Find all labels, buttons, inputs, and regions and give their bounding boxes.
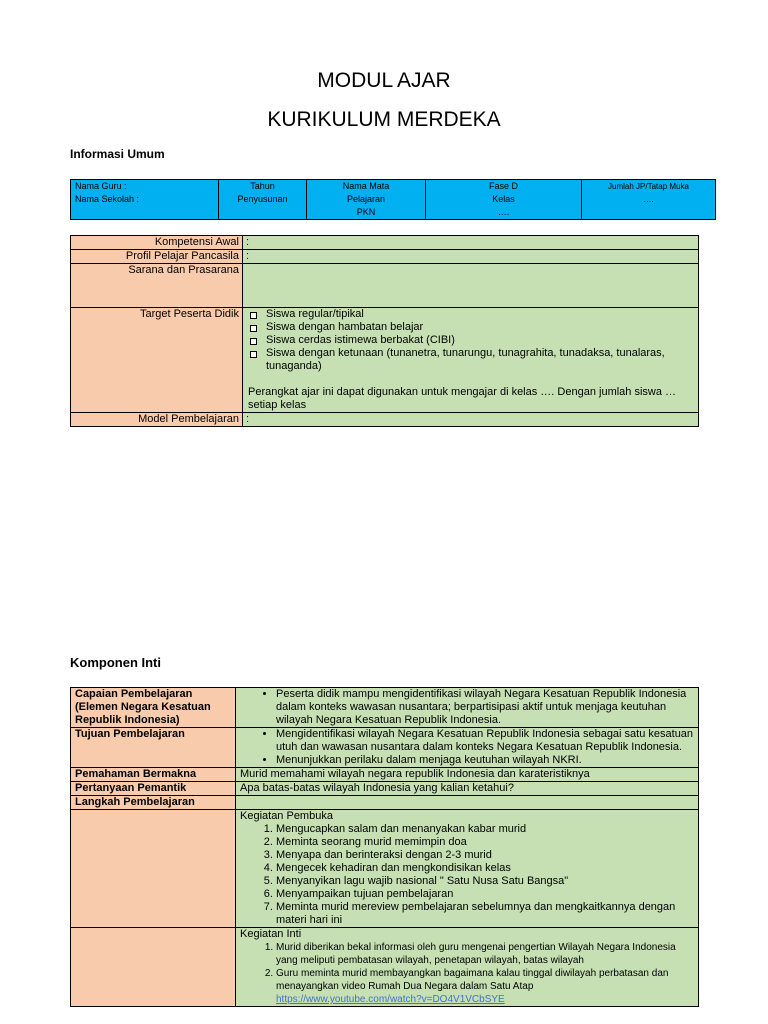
kegiatan-inti-label-cell — [71, 928, 236, 1007]
fase-label: Fase D — [488, 181, 518, 191]
info-detail-table — [70, 235, 699, 427]
list-item: 2. Meminta seorang murid memimpin doa — [276, 836, 694, 849]
list-item: Siswa dengan hambatan belajar — [248, 321, 695, 334]
row-tujuan — [71, 728, 699, 768]
kelas-label: Kelas — [492, 194, 515, 204]
list-item — [276, 967, 694, 1006]
capaian-label: Capaian Pembelajaran (Elemen Negara Kesatuan Republik Indonesia) — [71, 688, 236, 728]
capaian-value — [236, 688, 699, 728]
nama-sekolah-label: Nama Sekolah : — [75, 194, 140, 204]
target-list — [246, 308, 695, 373]
nama-guru-label: Nama Guru : — [75, 181, 127, 191]
kegiatan-pembuka-value — [236, 810, 699, 928]
list-item: • Peserta didik mampu mengidentifikasi wilayah Negara Kesatuan Republik Indonesia dalam konteks wawasan nusantara; berpartisipasi aktif untuk menjaga keutuhan wilayah Negara Kesatuan Republik Indonesia. — [276, 688, 694, 727]
list-item: 3. Menyapa dan berinteraksi dengan 2-3 murid — [276, 849, 694, 862]
list-item: Siswa cerdas istimewa berbakat (CIBI) — [248, 334, 695, 347]
row-langkah — [71, 796, 699, 810]
kegiatan-inti-title: Kegiatan Inti — [240, 928, 302, 940]
tujuan-label: Tujuan Pembelajaran — [71, 728, 236, 768]
kegiatan-pembuka-label-cell — [71, 810, 236, 928]
row-target-peserta — [71, 308, 699, 413]
cell-mata-pelajaran — [307, 180, 426, 220]
list-item: 6. Menyampaikan tujuan pembelajaran — [276, 888, 694, 901]
tahun-label: Tahun — [250, 181, 275, 191]
list-item: 4. Mengecek kehadiran dan mengkondisikan kelas — [276, 862, 694, 875]
list-item-text: Guru meminta murid membayangkan bagaimana kalau tinggal diwilayah perbatasan dan menayangkan video Rumah Dua Negara dalam Satu Atap — [276, 968, 669, 992]
document-title-line2: KURIKULUM MERDEKA — [267, 108, 501, 131]
kegiatan-inti-value — [236, 928, 699, 1007]
target-note: Perangkat ajar ini dapat digunakan untuk mengajar di kelas …. Dengan jumlah siswa … setiap kelas — [248, 386, 677, 411]
capaian-list — [240, 688, 694, 727]
cell-guru-sekolah — [71, 180, 219, 220]
cell-jumlah-jp — [582, 180, 716, 220]
list-item: 7. Meminta murid mereview pembelajaran sebelumnya dan mengkaitkannya dengan materi hari ini — [276, 901, 694, 927]
row-capaian — [71, 688, 699, 728]
cell-fase-kelas — [426, 180, 582, 220]
pemahaman-value: Murid memahami wilayah negara republik Indonesia dan karateristiknya — [236, 768, 699, 782]
kompetensi-awal-label: Kompetensi Awal — [71, 236, 243, 250]
pertanyaan-label: Pertanyaan Pemantik — [71, 782, 236, 796]
list-item: • Menunjukkan perilaku dalam menjaga keutuhan wilayah NKRI. — [276, 754, 694, 767]
kegiatan-pembuka-title: Kegiatan Pembuka — [240, 810, 333, 822]
tujuan-list — [240, 728, 694, 767]
list-item: 5. Menyanyikan lagu wajib nasional " Satu Nusa Satu Bangsa" — [276, 875, 694, 888]
komponen-inti-table — [70, 687, 699, 1007]
pertanyaan-value: Apa batas-batas wilayah Indonesia yang kalian ketahui? — [236, 782, 699, 796]
cell-tahun-penyusunan — [219, 180, 307, 220]
jumlah-jp-label: Jumlah JP/Tatap Muka — [608, 182, 689, 191]
list-item: 1. Mengucapkan salam dan menanyakan kabar murid — [276, 823, 694, 836]
row-kegiatan-inti — [71, 928, 699, 1007]
list-item: Siswa dengan ketunaan (tunanetra, tunarungu, tunagrahita, tunadaksa, tunalaras, tunaganda) — [248, 347, 695, 373]
pelajaran-label: Pelajaran — [346, 194, 386, 204]
row-kegiatan-pembuka — [71, 810, 699, 928]
document-title-line1: MODUL AJAR — [317, 69, 451, 92]
penyusunan-label: Penyusunan — [237, 194, 288, 204]
row-model — [71, 413, 699, 427]
kegiatan-inti-list — [240, 941, 694, 1006]
profil-pelajar-label: Profil Pelajar Pancasila — [71, 250, 243, 264]
langkah-label: Langkah Pembelajaran — [71, 796, 236, 810]
jumlah-jp-value: …. — [643, 195, 654, 204]
model-value: : — [243, 413, 699, 427]
profil-pelajar-value: : — [243, 250, 699, 264]
youtube-video-link[interactable]: https://www.youtube.com/watch?v=DO4V1VCbSYE — [276, 994, 505, 1005]
general-info-table — [70, 179, 716, 220]
row-kompetensi-awal — [71, 236, 699, 250]
kegiatan-pembuka-list — [240, 823, 694, 927]
section-heading-komponen-inti: Komponen Inti — [70, 655, 161, 670]
list-item: 1. Murid diberikan bekal informasi oleh guru mengenai pengertian Wilayah Negara Indonesia yang meliputi pembatasan wilayah, penetapan wilayah, batas wilayah — [276, 941, 694, 967]
sarana-label: Sarana dan Prasarana — [71, 264, 243, 308]
tujuan-value — [236, 728, 699, 768]
kompetensi-awal-value: : — [243, 236, 699, 250]
target-peserta-value — [243, 308, 699, 413]
model-label: Model Pembelajaran — [71, 413, 243, 427]
kelas-value: …. — [497, 207, 510, 217]
row-pemahaman — [71, 768, 699, 782]
sarana-value — [243, 264, 699, 308]
pkn-value: PKN — [356, 207, 376, 217]
row-pertanyaan — [71, 782, 699, 796]
nama-mata-label: Nama Mata — [342, 181, 390, 191]
langkah-value — [236, 796, 699, 810]
target-peserta-label: Target Peserta Didik — [71, 308, 243, 413]
row-sarana — [71, 264, 699, 308]
list-item: Siswa regular/tipikal — [248, 308, 695, 321]
section-heading-informasi-umum: Informasi Umum — [70, 147, 165, 161]
list-item: • Mengidentifikasi wilayah Negara Kesatuan Republik Indonesia sebagai satu kesatuan utuh dan wawasan nusantara dalam konteks Negara Kesatuan Republik Indonesia. — [276, 728, 694, 754]
pemahaman-label: Pemahaman Bermakna — [71, 768, 236, 782]
row-profil-pelajar — [71, 250, 699, 264]
